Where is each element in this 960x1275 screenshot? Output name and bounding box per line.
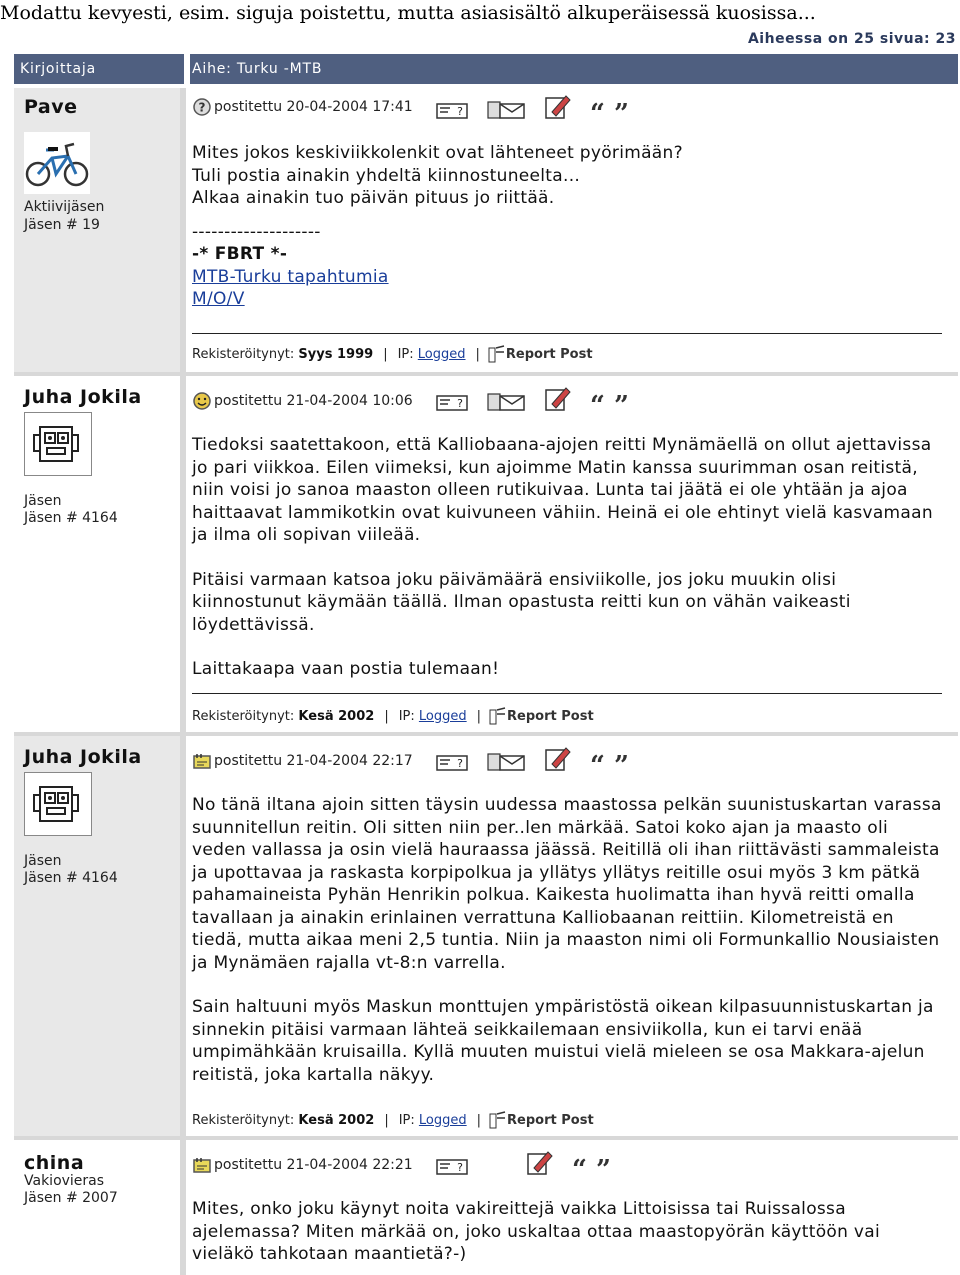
post-date: postitettu 21-04-2004 22:17 [214,753,413,769]
svg-text:“ ”: “ ” [590,99,629,129]
post-paragraph: Tiedoksi saatettakoon, että Kalliobaana-ajojen reitti Mynämäellä on ollut ajettavissa jo pari viikkoa. Eilen viimeksi, kun ajoimme Matin kanssa suurimman osan reitistä, niin voisi jo sanoa maaston olleen rutikuivaa. Lunta tai jäätä ei ole yhtään ja ajoa haittaavat lammikotkin ovat kuivuneen vähiin. Heinä ei ole ehtinyt vielä kasvamaan ja ilma oli sopivan viileää. [192,435,933,545]
profile-icon[interactable] [436,394,468,412]
author-name[interactable]: Pave [24,96,78,118]
report-post-label: Report Post [507,1112,594,1128]
ip-logged-link[interactable]: Logged [417,346,466,362]
svg-text:“ ”: “ ” [572,1155,611,1185]
edit-icon[interactable] [544,386,572,412]
post-content [186,736,958,1136]
member-number: Jäsen # 19 [24,217,100,233]
footer-divider [192,693,942,694]
ip-label: IP: [398,708,415,724]
post-row [14,736,958,1136]
post-row [14,1140,958,1275]
svg-text:?: ? [457,105,463,118]
post-row [14,88,958,372]
svg-text:“ ”: “ ” [590,751,629,781]
post-meta [192,752,413,770]
svg-text:?: ? [457,397,463,410]
svg-text:?: ? [457,1161,463,1174]
author-panel [14,1140,180,1275]
author-rank: Vakiovieras [24,1173,105,1189]
report-post-button[interactable] [486,344,593,364]
post-paragraph: No tänä iltana ajoin sitten täysin uudessa maastossa pelkän suunistuskartan varassa suunnitellun reitin. Oli sitten niin per..len märkää. Satoi koko ajan ja maasto oli veden vallassa ja osin vielä hauraassa jäässä. Reitillä oli ihan riittävästi sammaleista ja upottavaa ja raskasta korpipolkua ja yllätys yllätys reitille osui myös 3 km pätkä pahamaineista Pyhän Henrikin polkua. Kaikesta huolimatta ihan hyvä reitti omalla tavallaan ja ainakin erinlainen verrattuna Kalliobaanan reittiin. Kilometreistä en tiedä, mutta aikaa meni 2,5 tuntia. Niin ja maaston nimi oli Formunkallio Nousiaisten ja Mynämäen rajalla vt-8:n varrella. [192,795,942,973]
post-meta [192,98,413,116]
author-rank: Jäsen [24,853,62,869]
author-name[interactable]: Juha Jokila [24,386,142,408]
post-paragraph: Sain haltuuni myös Maskun monttujen ympäristöstä oikean kilpasuunnistuskartan ja sinnekin pitäisi varmaan lähteä seikkailemaan ensiviikolla, kun ei tarvi enää umpimähkään kruisailla. Kyllä muuten muistui vielä mieleen se osa Makkara-ajelun reitistä, joka kartalla näkyy. [192,997,934,1085]
report-icon [487,706,507,726]
post-body [192,1198,942,1266]
question-icon [192,98,212,116]
post-date: postitettu 20-04-2004 17:41 [214,99,413,115]
post-action-icons [436,746,629,781]
ip-logged-link[interactable]: Logged [418,708,467,724]
post-paragraph: Pitäisi varmaan katsoa joku päivämäärä ensiviikolle, jos joku muukin olisi kiinnostunut käymään täällä. Ilman opastusta reitti kun on vähän vaikeasti löydettävissä. [192,569,851,635]
quote-icon[interactable] [590,391,629,421]
signature-line: -* FBRT *- [192,244,288,264]
member-number: Jäsen # 2007 [24,1190,118,1206]
post-content [186,376,958,732]
report-icon [486,344,506,364]
registered-date: Syys 1999 [298,346,374,362]
ip-logged-link[interactable]: Logged [418,1112,467,1128]
bicycle-avatar [24,132,90,194]
quote-icon[interactable] [590,751,629,781]
member-number: Jäsen # 4164 [24,870,118,886]
signature-link-mov[interactable]: M/O/V [192,289,245,309]
svg-text:?: ? [457,757,463,770]
header-divider [184,54,190,84]
quote-icon[interactable] [590,99,629,129]
report-icon [487,1110,507,1130]
registered-label: Rekisteröitynyt: [192,708,295,724]
post-content [186,88,958,372]
post-action-icons [436,1150,611,1185]
signature [192,221,942,311]
post-body [192,142,942,311]
author-name[interactable]: china [24,1152,85,1174]
edit-icon[interactable] [526,1150,554,1176]
quote-icon[interactable] [572,1155,611,1185]
author-rank: Jäsen [24,493,62,509]
registered-label: Rekisteröitynyt: [192,1112,295,1128]
edit-icon[interactable] [544,746,572,772]
note-icon [192,752,212,770]
post-paragraph: Laittakaapa vaan postia tulemaan! [192,659,500,679]
ip-label: IP: [397,346,414,362]
author-panel [14,736,180,1136]
email-icon[interactable] [486,750,526,772]
report-post-label: Report Post [507,708,594,724]
post-body [192,434,942,681]
post-date: postitettu 21-04-2004 10:06 [214,393,413,409]
smiley-icon [192,392,212,410]
ip-label: IP: [398,1112,415,1128]
post-content [186,1140,958,1275]
post-line: Mites jokos keskiviikkolenkit ovat lähteneet pyörimään? [192,143,683,163]
page-indicator: Aiheessa on 25 sivua: 23 [747,31,956,47]
post-paragraph: Mites, onko joku käynyt noita vakireittejä vaikka Littoisissa tai Ruissalossa ajelemassa? Miten märkää on, joko uskaltaa ottaa maastopyörän käyttöön vai vieläkö tahkotaan maantietä?-) [192,1199,880,1264]
member-number: Jäsen # 4164 [24,510,118,526]
report-post-label: Report Post [505,346,593,362]
post-row [14,376,958,732]
note-icon [192,1156,212,1174]
face-avatar [24,412,92,476]
author-name[interactable]: Juha Jokila [24,746,142,768]
author-panel [14,88,180,372]
signature-dashes: -------------------- [192,221,321,242]
registered-date: Kesä 2002 [298,708,375,724]
face-avatar [24,772,92,836]
post-footer: Rekisteröitynyt: Kesä 2002 | IP: Logged | Report Post [192,706,594,726]
report-post-button[interactable] [487,706,594,726]
profile-icon[interactable] [436,1158,468,1176]
email-icon[interactable] [486,98,526,120]
report-post-button[interactable] [487,1110,594,1130]
topic-title: Aihe: Turku -MTB [192,61,323,77]
author-column-header: Kirjoittaja [20,61,96,77]
moderation-note: Modattu kevyesti, esim. siguja poistettu, mutta asiasisältö alkuperäisessä kuosissa... [0,2,816,24]
author-panel [14,376,180,732]
profile-icon[interactable] [436,102,468,120]
signature-link-mtb[interactable]: MTB-Turku tapahtumia [192,266,389,287]
svg-text:?: ? [198,100,206,115]
post-action-icons [436,94,629,129]
post-line: Alkaa ainakin tuo päivän pituus jo riittää. [192,188,555,208]
post-action-icons [436,386,629,421]
registered-date: Kesä 2002 [298,1112,375,1128]
post-meta [192,392,413,410]
post-footer: Rekisteröitynyt: Syys 1999 | IP: Logged | Report Post [192,344,593,364]
profile-icon[interactable] [436,754,468,772]
edit-icon[interactable] [544,94,572,120]
registered-label: Rekisteröitynyt: [192,346,295,362]
post-date: postitettu 21-04-2004 22:21 [214,1157,413,1173]
post-line: Tuli postia ainakin yhdeltä kiinnostuneelta... [192,165,581,186]
post-footer: Rekisteröitynyt: Kesä 2002 | IP: Logged | Report Post [192,1110,594,1130]
post-body [192,794,942,1086]
email-icon[interactable] [486,390,526,412]
svg-text:“ ”: “ ” [590,391,629,421]
footer-divider [192,333,942,334]
post-meta [192,1156,413,1174]
author-rank: Aktiivijäsen [24,199,105,215]
thread-header [14,54,958,84]
